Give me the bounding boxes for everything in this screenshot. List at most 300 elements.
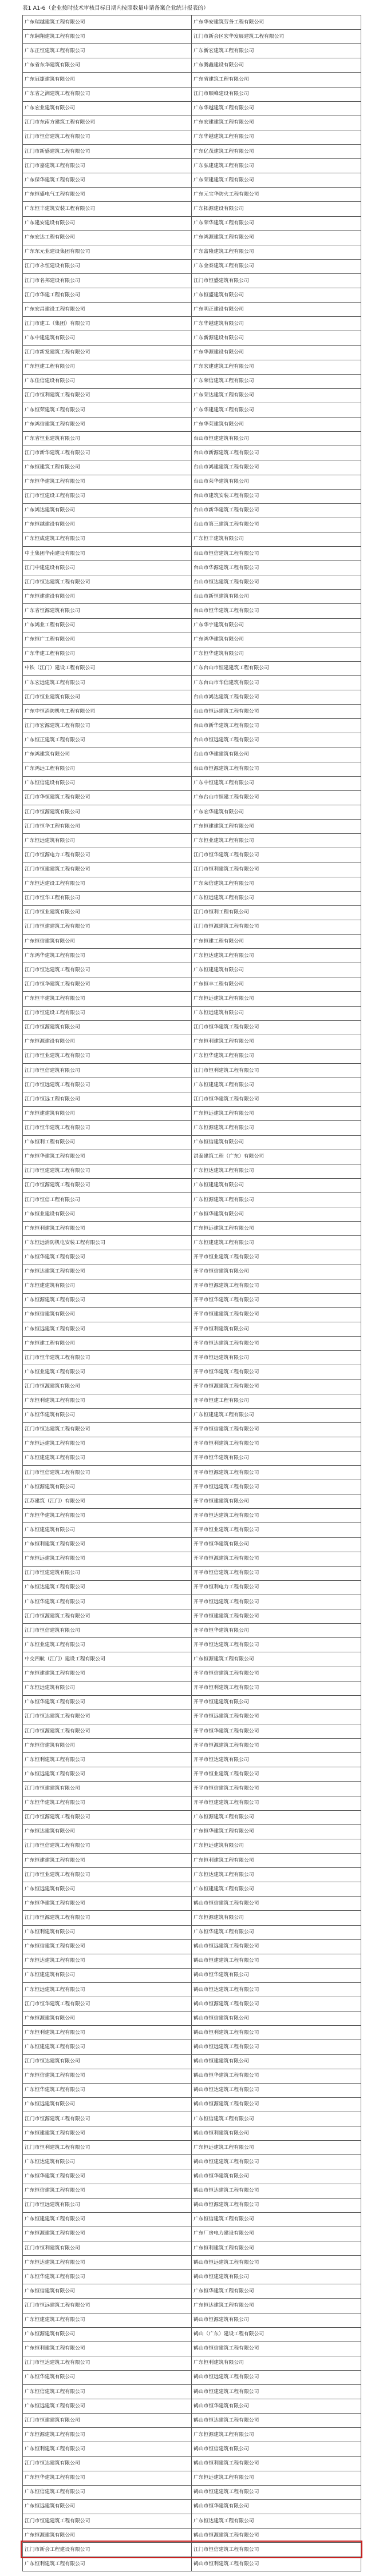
- company-name-left: 广东恒盛电气工程有限公司: [23, 188, 192, 202]
- company-name-left: 江门市宏源建筑工程有限公司: [23, 719, 192, 733]
- table-row: [23, 2011, 361, 2026]
- company-name-left: 广东恒达建筑工程有限公司: [23, 1265, 192, 1279]
- company-name-left: 广东鸿达建筑有限公司: [23, 503, 192, 518]
- table-row: [23, 1882, 361, 1897]
- company-name-left: 江门市恒达建筑有限公司: [23, 2456, 192, 2471]
- company-name-left: 广东省东华建筑有限公司: [23, 58, 192, 73]
- company-name-right: 江门市恒利建筑工程有限公司: [192, 862, 361, 877]
- table-row: [23, 1724, 361, 1739]
- company-name-right: 鹤山（广东）建设工程有限公司: [192, 2327, 361, 2342]
- table-row: [23, 920, 361, 934]
- company-name-left: 江门市东南方建筑工程有限公司: [23, 116, 192, 130]
- company-name-right: 江门市恒利工程有限公司: [192, 905, 361, 920]
- table-row: [23, 2399, 361, 2414]
- table-row: [23, 1437, 361, 1451]
- table-row: [23, 1968, 361, 1982]
- company-name-right: 广东富隆建筑工程有限公司: [192, 245, 361, 259]
- company-name-right: 广东恒源建筑工程有限公司: [192, 1810, 361, 1824]
- table-row: [23, 1006, 361, 1020]
- company-name-right: 鹤山市恒华建筑工程有限公司: [192, 2069, 361, 2083]
- company-name-right: 鹤山市恒信建筑工程有限公司: [192, 2342, 361, 2356]
- company-name-left: 广东华建工程有限公司: [23, 647, 192, 661]
- company-name-left: 广东翱翔建筑工程有限公司: [23, 30, 192, 44]
- company-name-left: 广东恒信建筑工程有限公司: [23, 1939, 192, 1954]
- table-row: [23, 245, 361, 259]
- company-name-left: 江门市恒华工程有限公司: [23, 891, 192, 905]
- company-name-right: 广东新宏建筑工程有限公司: [192, 44, 361, 58]
- company-name-left: 广东恒源建筑有限公司: [23, 2529, 192, 2543]
- table-row: [23, 1911, 361, 1925]
- table-row: [23, 776, 361, 790]
- company-name-left: 广东恒建建筑工程有限公司: [23, 1451, 192, 1465]
- table-row: [23, 690, 361, 705]
- company-name-right: 广东华源建设有限公司: [192, 345, 361, 360]
- company-name-left: 广东恒远建筑有限公司: [23, 834, 192, 848]
- table-row: [23, 1982, 361, 1997]
- company-name-right: 鹤山市恒信建筑工程有限公司: [192, 1897, 361, 1911]
- table-row: [23, 288, 361, 303]
- table-row: [23, 2026, 361, 2040]
- table-row: [23, 1078, 361, 1092]
- table-row: [23, 1925, 361, 1939]
- table-row: [23, 1954, 361, 1968]
- company-name-right: 鹤山市恒源建筑工程有限公司: [192, 2529, 361, 2543]
- table-row: [23, 230, 361, 245]
- company-name-left: 广东中恒消防机电工程有限公司: [23, 705, 192, 719]
- table-row: [23, 1322, 361, 1336]
- company-name-right: 广东台山市恒建工程有限公司: [192, 790, 361, 805]
- table-row: [23, 1997, 361, 2011]
- table-row: [23, 273, 361, 288]
- table-row: [23, 1897, 361, 1911]
- company-name-right: 鹤山市恒源建筑工程有限公司: [192, 1997, 361, 2011]
- company-name-left: 广东恒建建筑工程有限公司: [23, 1854, 192, 1868]
- table-row: [23, 2485, 361, 2499]
- company-name-left: 江门市永恒建设有限公司: [23, 259, 192, 273]
- company-name-right: 广东恒华建筑有限公司: [192, 1207, 361, 1222]
- company-name-right: 广东恒华建筑工程有限公司: [192, 1824, 361, 1839]
- table-body: [23, 15, 361, 2571]
- company-register-table: [22, 15, 361, 2571]
- table-row: [23, 2557, 361, 2571]
- table-row: [23, 762, 361, 776]
- company-name-right: 鹤山市恒源建筑工程有限公司: [192, 2097, 361, 2112]
- company-name-left: 广东恒远建筑工程有限公司: [23, 1322, 192, 1336]
- company-name-left: 江门市华恒建筑工程有限公司: [23, 790, 192, 805]
- company-name-right: 广东恒源建筑工程有限公司: [192, 1652, 361, 1667]
- company-name-left: 广东恒达建筑有限公司: [23, 1824, 192, 1839]
- table-row: [23, 1509, 361, 1523]
- company-name-right: 开平市恒达建筑工程有限公司: [192, 1509, 361, 1523]
- company-name-right: 江门市恒华建筑工程有限公司: [192, 1092, 361, 1107]
- company-name-left: 广东恒达建设工程有限公司: [23, 877, 192, 891]
- company-name-left: 江门市恒远建筑工程有限公司: [23, 2299, 192, 2313]
- table-row: [23, 2169, 361, 2184]
- company-name-left: 广东恒建工程有限公司: [23, 1337, 192, 1351]
- company-name-right: 广东恒利建筑工程有限公司: [192, 1035, 361, 1049]
- table-row: [23, 2385, 361, 2399]
- company-name-left: 广东恒远建筑有限公司: [23, 2499, 192, 2514]
- company-name-left: 广东恒建建筑有限公司: [23, 1968, 192, 1982]
- company-name-left: 广东恒源建筑有限公司: [23, 2327, 192, 2342]
- company-name-right: 开平市恒信建筑有限公司: [192, 1265, 361, 1279]
- company-name-left: 广东省恒源建筑有限公司: [23, 604, 192, 618]
- company-name-right: 广东恒远建筑工程有限公司: [192, 1107, 361, 1121]
- company-name-left: 江门市嘉建筑工程有限公司: [23, 159, 192, 173]
- company-name-right: 广东恒源建筑工程有限公司: [192, 1192, 361, 1207]
- company-name-right: 广东恒华建筑工程有限公司: [192, 1049, 361, 1063]
- table-row: [23, 992, 361, 1006]
- company-name-right: 广东恒建建筑有限公司: [192, 963, 361, 977]
- table-row: [23, 202, 361, 216]
- company-name-left: 广东鸿华建筑工程有限公司: [23, 949, 192, 963]
- table-row: [23, 116, 361, 130]
- company-name-right: 广东恒华建筑有限公司: [192, 647, 361, 661]
- table-row: [23, 1250, 361, 1265]
- company-name-right: 广东恒盛建筑有限公司: [192, 288, 361, 303]
- table-row: [23, 647, 361, 661]
- table-row: [23, 2241, 361, 2255]
- company-name-left: 江门市恒建建筑工程有限公司: [23, 2514, 192, 2529]
- company-name-right: 台山市恒达建筑工程有限公司: [192, 575, 361, 590]
- company-name-left: 江门市恒源建筑有限公司: [23, 1020, 192, 1035]
- company-name-left: 江门市恒信建筑工程有限公司: [23, 1839, 192, 1853]
- table-row: [23, 1121, 361, 1135]
- table-row: [23, 2256, 361, 2270]
- company-name-left: 广东冠捷建筑有限公司: [23, 73, 192, 87]
- company-name-right: 鹤山市恒源建筑工程有限公司: [192, 2198, 361, 2212]
- table-row: [23, 2155, 361, 2169]
- company-name-right: 广东华建建筑工程有限公司: [192, 403, 361, 417]
- company-name-right: 开平市恒利电力工程有限公司: [192, 1580, 361, 1595]
- company-name-left: 江门市恒建建筑有限公司: [23, 1782, 192, 1796]
- company-name-left: 广东鸿远工程有限公司: [23, 762, 192, 776]
- company-name-left: 广东恒源建筑有限公司: [23, 2011, 192, 2026]
- table-row: [23, 503, 361, 518]
- company-name-right: 广东恒建建筑工程有限公司: [192, 1408, 361, 1422]
- company-name-left: 江门市恒信工程有限公司: [23, 1192, 192, 1207]
- company-name-right: 开平市恒利建筑有限公司: [192, 1322, 361, 1336]
- company-name-right: 台山市鸿建建筑工程有限公司: [192, 460, 361, 475]
- company-name-left: 广东恒华建筑有限公司: [23, 1408, 192, 1422]
- company-name-left: 江门市恒华建筑工程有限公司: [23, 1997, 192, 2011]
- company-name-right: 广东恒达建筑工程有限公司: [192, 2514, 361, 2529]
- table-row: [23, 2442, 361, 2456]
- company-name-right: 广东华宇建筑有限公司: [192, 618, 361, 633]
- company-name-right: 开平市恒信建筑工程有限公司: [192, 1566, 361, 1580]
- company-name-left: 江门市恒华建筑工程有限公司: [23, 1351, 192, 1365]
- company-name-right: 开平市恒建工程有限公司: [192, 1394, 361, 1408]
- company-name-left: 广东恒建建筑有限公司: [23, 1279, 192, 1293]
- company-name-left: 江门市恒建设工程有限公司: [23, 1006, 192, 1020]
- company-name-right: 鹤山市恒达建筑工程有限公司: [192, 1982, 361, 1997]
- table-row: [23, 1494, 361, 1509]
- company-name-left: 江门市恒达建筑工程有限公司: [23, 963, 192, 977]
- company-name-right: 广东荣建建筑工程有限公司: [192, 173, 361, 188]
- company-name-left: 广东恒建建设有限公司: [23, 590, 192, 604]
- company-name-left: 广东保华建筑工程有限公司: [23, 173, 192, 188]
- company-name-left: 广东恒利建筑工程有限公司: [23, 2342, 192, 2356]
- company-name-right: 广东恒利建筑有限公司: [192, 2356, 361, 2370]
- table-row: [23, 1020, 361, 1035]
- company-name-left: 广东恒利建筑工程有限公司: [23, 2026, 192, 2040]
- company-name-right: 广东恒业建筑工程有限公司: [192, 834, 361, 848]
- company-name-left: 江门市建工（集团）有限公司: [23, 317, 192, 331]
- table-row: [23, 1796, 361, 1810]
- company-name-right: 台山市荣华建筑有限公司: [192, 475, 361, 489]
- company-name-left: 广东恒丰建筑工程有限公司: [23, 992, 192, 1006]
- table-row: [23, 1408, 361, 1422]
- table-row: [23, 561, 361, 575]
- company-name-left: 广东省恒业建筑有限公司: [23, 432, 192, 446]
- company-name-left: 广东恒华建筑工程有限公司: [23, 1595, 192, 1609]
- company-name-right: 开平市恒华建筑工程有限公司: [192, 1365, 361, 1380]
- table-row: [23, 2284, 361, 2299]
- table-caption: 表1 A1-6（企业按时技术审核目标日期内按照数量申请备案企业统计报表的）: [22, 5, 209, 11]
- company-name-left: 广东恒建建筑有限公司: [23, 1107, 192, 1121]
- table-row: [23, 2428, 361, 2442]
- company-name-right: 广东恒建建筑工程有限公司: [192, 820, 361, 834]
- company-name-right: 江门市恒利建筑工程有限公司: [192, 1063, 361, 1078]
- company-name-left: 广东宏业建筑有限公司: [23, 101, 192, 116]
- table-row: [23, 1681, 361, 1695]
- company-name-left: 广东恒源建设有限公司: [23, 1035, 192, 1049]
- company-name-left: 广东恒达建筑有限公司: [23, 2155, 192, 2169]
- company-name-left: 江门市恒远工程有限公司: [23, 1092, 192, 1107]
- company-name-right: 广东恒建建筑工程有限公司: [192, 1882, 361, 1897]
- table-row: [23, 790, 361, 805]
- company-name-right: 广东恒远建筑工程有限公司: [192, 2141, 361, 2155]
- table-row: [23, 1107, 361, 1121]
- company-name-left: 江门市恒远建筑有限公司: [23, 2198, 192, 2212]
- company-name-right: 广东宏华建筑有限公司: [192, 805, 361, 820]
- company-name-right: 广东台山市恒建建筑工程有限公司: [192, 661, 361, 675]
- company-name-right: 鹤山市恒达建筑工程有限公司: [192, 2184, 361, 2198]
- company-name-left: 广东佳信建设有限公司: [23, 374, 192, 388]
- company-name-left: 广东东元业建设集团有限公司: [23, 245, 192, 259]
- table-row: [23, 1192, 361, 1207]
- table-row: [23, 446, 361, 460]
- table-row: [23, 1782, 361, 1796]
- company-name-left: 广东恒利建筑工程有限公司: [23, 1394, 192, 1408]
- company-name-right: 开平市恒利建筑工程有限公司: [192, 1437, 361, 1451]
- company-name-left: 广东中建建筑有限公司: [23, 331, 192, 345]
- company-name-left: 江门市恒建设工程有限公司: [23, 489, 192, 503]
- company-name-right: 江门市恒华建筑工程有限公司: [192, 1020, 361, 1035]
- company-name-right: 广东恒远建筑工程有限公司: [192, 992, 361, 1006]
- company-name-right: 台山市恒信建筑工程有限公司: [192, 547, 361, 561]
- table-row: [23, 1337, 361, 1351]
- company-name-left: 江门市恒达建筑有限公司: [23, 2054, 192, 2069]
- table-row: [23, 1164, 361, 1178]
- company-name-right: 开平市恒业建筑工程有限公司: [192, 1767, 361, 1782]
- company-name-right: 广东恒达建筑工程有限公司: [192, 2299, 361, 2313]
- company-name-right: 广东恒信建筑工程有限公司: [192, 2212, 361, 2227]
- table-row: [23, 101, 361, 116]
- company-name-right: 开平市恒源建筑工程有限公司: [192, 1739, 361, 1753]
- table-row: [23, 2040, 361, 2054]
- company-name-left: 江门中建建设有限公司: [23, 561, 192, 575]
- company-name-right: 开平市恒源建筑工程有限公司: [192, 1466, 361, 1480]
- company-name-right: 广东拓源建设有限公司: [192, 202, 361, 216]
- company-name-right: 台山市恒源建筑工程有限公司: [192, 762, 361, 776]
- company-name-left: 广东瑞越建筑工程有限公司: [23, 15, 192, 30]
- company-name-right: 开平市恒源建筑工程有限公司: [192, 1552, 361, 1566]
- company-name-right: 广东华越建筑有限公司: [192, 317, 361, 331]
- table-row: [23, 2327, 361, 2342]
- company-name-left: 江门市新发建筑工程有限公司: [23, 345, 192, 360]
- company-name-left: 广东恒信建设有限公司: [23, 776, 192, 790]
- company-name-left: 广东恒建建筑工程有限公司: [23, 2040, 192, 2054]
- table-row: [23, 489, 361, 503]
- table-row: [23, 532, 361, 546]
- company-name-left: 中铁（江门）建设工程有限公司: [23, 661, 192, 675]
- table-row: [23, 1753, 361, 1767]
- company-name-left: 广东恒信建筑工程有限公司: [23, 2184, 192, 2198]
- company-name-right: 广东恒利建筑工程有限公司: [192, 1854, 361, 1868]
- table-row: [23, 1480, 361, 1494]
- company-name-left: 广东恒远建筑有限公司: [23, 1882, 192, 1897]
- company-name-left: 广东恒华建筑工程有限公司: [23, 1695, 192, 1710]
- company-name-right: 广东恒达建筑工程有限公司: [192, 1164, 361, 1178]
- company-name-left: 广东恒华建筑工程有限公司: [23, 1150, 192, 1164]
- company-name-left: 广东恒远建筑工程有限公司: [23, 1982, 192, 1997]
- table-row: [23, 2083, 361, 2097]
- table-row: [23, 1222, 361, 1236]
- table-row: [23, 748, 361, 762]
- company-name-right: 台山市新华建筑工程有限公司: [192, 503, 361, 518]
- table-row: [23, 2141, 361, 2155]
- table-row: [23, 547, 361, 561]
- company-name-right: 广东亿茂建筑工程有限公司: [192, 144, 361, 158]
- company-name-right: 鹤山市恒信建筑有限公司: [192, 2011, 361, 2026]
- company-name-left: 广东恒华建筑工程有限公司: [23, 1897, 192, 1911]
- company-name-left: 广东恒远建筑工程有限公司: [23, 2399, 192, 2414]
- table-row: [23, 2097, 361, 2112]
- table-row: [23, 1854, 361, 1868]
- table-row: [23, 2313, 361, 2327]
- company-name-right: 广东恒远建筑有限公司: [192, 1006, 361, 1020]
- company-name-left: 广东恒信建筑有限公司: [23, 1307, 192, 1322]
- company-name-right: 开平市恒达建筑有限公司: [192, 1753, 361, 1767]
- company-name-left: 广东恒荣建筑工程有限公司: [23, 403, 192, 417]
- company-name-right: 广东元宝华防火工程有限公司: [192, 188, 361, 202]
- company-name-right: 开平市恒远建筑工程有限公司: [192, 1710, 361, 1724]
- company-name-right: 开平市恒建建筑工程有限公司: [192, 1307, 361, 1322]
- table-row: [23, 159, 361, 173]
- company-name-right: 广东新源建设有限公司: [192, 331, 361, 345]
- table-row: [23, 331, 361, 345]
- table-row: [23, 1624, 361, 1638]
- table-row: [23, 1351, 361, 1365]
- company-name-right: 广东弘建建筑工程有限公司: [192, 159, 361, 173]
- company-name-left: 中交四航（江门）建设工程有限公司: [23, 1652, 192, 1667]
- company-name-left: 广东鸿信建筑工程有限公司: [23, 418, 192, 432]
- company-name-right: 鹤山市恒华建筑有限公司: [192, 2169, 361, 2184]
- company-name-right: 广东恒华建筑工程有限公司: [192, 1925, 361, 1939]
- company-name-right: 广东恒丰工程有限公司: [192, 977, 361, 992]
- company-name-left: 广东恒信建筑有限公司: [23, 935, 192, 949]
- table-row: [23, 733, 361, 748]
- table-row: [23, 1580, 361, 1595]
- company-name-right: 开平市恒业建筑工程有限公司: [192, 1250, 361, 1265]
- company-name-left: 广东恒远建筑有限公司: [23, 1681, 192, 1695]
- company-name-right: 广东恒信建筑有限公司: [192, 1135, 361, 1150]
- company-name-right: 鹤山市恒利建筑有限公司: [192, 2126, 361, 2141]
- company-name-left: 广东省之洲建筑工程有限公司: [23, 87, 192, 101]
- company-name-left: 广东恒华建筑工程有限公司: [23, 1250, 192, 1265]
- company-name-left: 江门市恒建建筑工程有限公司: [23, 920, 192, 934]
- company-name-left: 广东宏昌建设工程有限公司: [23, 303, 192, 317]
- company-name-right: 广东恒远建筑有限公司: [192, 1839, 361, 1853]
- table-row: [23, 403, 361, 417]
- company-name-left: 江门市恒建建筑工程有限公司: [23, 1164, 192, 1178]
- company-name-right: 广东荣达建筑工程有限公司: [192, 388, 361, 403]
- company-name-left: 广东恒正建筑工程有限公司: [23, 733, 192, 748]
- company-name-right: 广东恒利建筑工程有限公司: [192, 2241, 361, 2255]
- company-name-left: 江门市恒信建筑有限公司: [23, 1063, 192, 1078]
- company-name-left: 广东恒信建筑工程有限公司: [23, 2385, 192, 2399]
- table-row: [23, 1939, 361, 1954]
- company-name-left: 江门市恒华工程有限公司: [23, 820, 192, 834]
- company-name-left: 广东恒建建筑有限公司: [23, 1523, 192, 1537]
- table-row: [23, 2184, 361, 2198]
- table-row: [23, 2212, 361, 2227]
- company-name-right: 开平市恒建建筑有限公司: [192, 1494, 361, 1509]
- company-name-right: 广东恒远建筑工程有限公司: [192, 891, 361, 905]
- company-name-right: 开平市恒源建筑工程有限公司: [192, 1380, 361, 1394]
- company-name-right: 广东恒远建筑工程有限公司: [192, 2471, 361, 2485]
- company-name-left: 江门市恒达建筑工程有限公司: [23, 2356, 192, 2370]
- company-name-right: 广东华安建筑劳务工程有限公司: [192, 15, 361, 30]
- company-name-right: 台山市华源建筑工程有限公司: [192, 561, 361, 575]
- table-row: [23, 1609, 361, 1624]
- company-name-right: 鹤山市恒远建筑工程有限公司: [192, 2370, 361, 2384]
- company-name-right: 广东荣信建筑工程有限公司: [192, 877, 361, 891]
- table-row: [23, 575, 361, 590]
- table-row: [23, 2456, 361, 2471]
- company-name-right: 广东鸿源建筑工程有限公司: [192, 230, 361, 245]
- company-name-left: 广东恒远建筑工程有限公司: [23, 1552, 192, 1566]
- company-name-left: 江门市恒业建筑工程有限公司: [23, 1049, 192, 1063]
- company-name-left: 江门市恒利建筑工程有限公司: [23, 2141, 192, 2155]
- company-name-right: 江门市恒盛建筑有限公司: [192, 273, 361, 288]
- table-row: [23, 144, 361, 158]
- table-row: [23, 1307, 361, 1322]
- company-name-right: 开平市恒源建筑工程有限公司: [192, 1279, 361, 1293]
- company-name-left: 江门市恒达建筑工程有限公司: [23, 1710, 192, 1724]
- company-name-left: 广东恒利建筑工程有限公司: [23, 1222, 192, 1236]
- table-row: [23, 2198, 361, 2212]
- company-name-right: 鹤山市恒建建筑有限公司: [192, 2054, 361, 2069]
- company-name-right: 鹤山市恒建建筑工程有限公司: [192, 2385, 361, 2399]
- table-row: [23, 1135, 361, 1150]
- table-row: [23, 2543, 361, 2557]
- company-name-left: 广东恒达建筑工程有限公司: [23, 1580, 192, 1595]
- table-row: [23, 1537, 361, 1552]
- table-row: [23, 1595, 361, 1609]
- table-row: [23, 432, 361, 446]
- company-name-right: 开平市恒华建筑有限公司: [192, 1451, 361, 1465]
- company-name-right: 广东宏建建筑工程有限公司: [192, 116, 361, 130]
- company-name-right: 鹤山市恒华建筑有限公司: [192, 2399, 361, 2414]
- table-row: [23, 418, 361, 432]
- company-name-left: 江门市恒源建筑工程有限公司: [23, 2112, 192, 2126]
- company-name-right: 江门市顺峰建设有限公司: [192, 87, 361, 101]
- company-name-left: 广东恒华建筑工程有限公司: [23, 2270, 192, 2284]
- table-row: [23, 1824, 361, 1839]
- company-name-left: 江门市恒建建筑有限公司: [23, 1566, 192, 1580]
